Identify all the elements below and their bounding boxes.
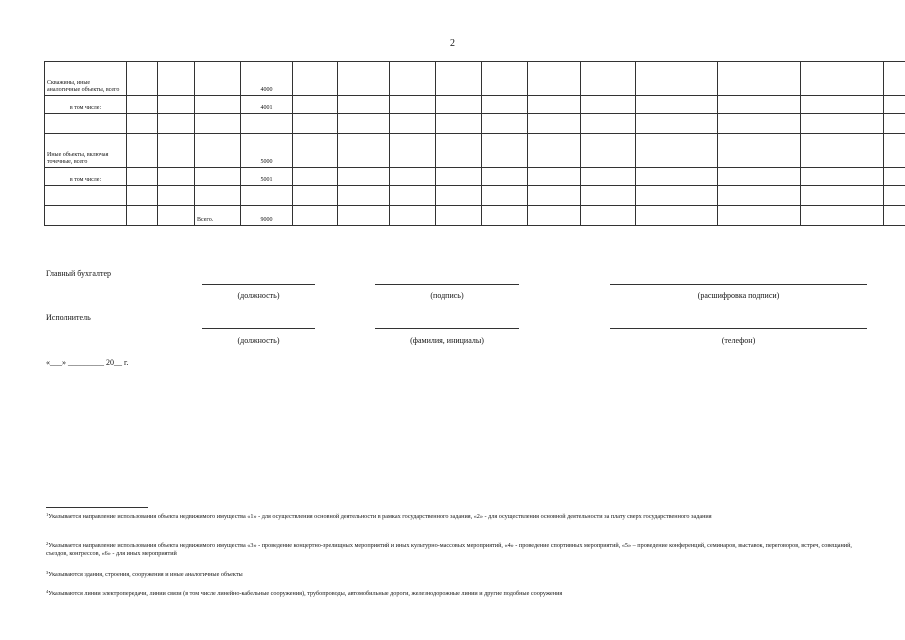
table-cell[interactable] — [293, 168, 338, 186]
table-cell[interactable] — [436, 62, 482, 96]
table-cell[interactable] — [636, 168, 718, 186]
footnote-number: 4 — [46, 589, 49, 594]
table-cell[interactable] — [581, 206, 636, 226]
table-cell[interactable] — [158, 186, 195, 206]
row-code-cell[interactable]: 5001 — [241, 168, 293, 186]
table-cell[interactable] — [884, 62, 905, 96]
table-cell[interactable] — [436, 186, 482, 206]
footnote-text: Указываются линии электропередачи, линии связи (в том числе линейно-кабельные сооружения), трубопроводы, автомобильные дороги, железнодорожные линии и другие подобные сооружения — [48, 590, 563, 597]
footnote-number: 1 — [46, 512, 49, 517]
table-cell[interactable] — [581, 168, 636, 186]
table-cell[interactable] — [293, 206, 338, 226]
table-cell[interactable] — [293, 114, 338, 134]
table-cell[interactable] — [801, 114, 884, 134]
table-cell[interactable] — [338, 186, 390, 206]
table-row — [45, 134, 905, 168]
table-cell[interactable] — [390, 96, 436, 114]
footnote-text: Указывается направление использования объекта недвижимого имущества «3» - проведение концертно-зрелищных мероприятий и иных культурно-массовых мероприятий, «4» - проведение спортивных мероприятий, «5» – проведение конференций, семинаров, выставок, переговоров, встреч, совещаний, съездов, конгрессов, «6» - для иных мероприятий — [46, 542, 852, 557]
table-cell[interactable] — [158, 206, 195, 226]
table-cell[interactable] — [482, 96, 528, 114]
caption-executor-position: (должность) — [237, 336, 280, 345]
table-cell[interactable] — [884, 206, 905, 226]
table-row — [45, 114, 905, 134]
table-cell[interactable] — [390, 134, 436, 168]
table-cell[interactable] — [195, 186, 241, 206]
table-cell[interactable] — [293, 96, 338, 114]
row-code-cell[interactable] — [241, 114, 293, 134]
caption-position: (должность) — [237, 291, 280, 300]
row-label-cell[interactable] — [45, 186, 127, 206]
table-cell[interactable] — [718, 168, 801, 186]
table-cell[interactable] — [884, 114, 905, 134]
table-cell[interactable] — [528, 134, 581, 168]
table-cell[interactable] — [195, 134, 241, 168]
table-cell[interactable] — [195, 96, 241, 114]
table-cell[interactable] — [636, 206, 718, 226]
table-cell[interactable] — [158, 96, 195, 114]
table-cell[interactable] — [436, 206, 482, 226]
signature-line[interactable] — [375, 284, 519, 285]
table-cell[interactable] — [528, 168, 581, 186]
row-code-cell[interactable]: 4000 — [241, 62, 293, 96]
table-cell[interactable] — [436, 134, 482, 168]
table-cell[interactable] — [482, 168, 528, 186]
caption-signature: (подпись) — [430, 291, 464, 300]
table-cell[interactable] — [436, 168, 482, 186]
table-cell[interactable] — [801, 186, 884, 206]
table-cell[interactable] — [801, 62, 884, 96]
table-cell[interactable] — [884, 186, 905, 206]
table-cell[interactable] — [718, 96, 801, 114]
table-cell[interactable] — [158, 62, 195, 96]
footnote-separator — [46, 507, 148, 508]
executor-phone-line[interactable] — [610, 328, 867, 329]
table-cell[interactable] — [390, 114, 436, 134]
date-line: «___» _________ 20__ г. — [46, 358, 129, 367]
table-cell[interactable] — [390, 62, 436, 96]
row-label-cell[interactable]: в том числе: — [45, 96, 127, 114]
signature-decoding-line[interactable] — [610, 284, 867, 285]
table-cell[interactable] — [338, 168, 390, 186]
row-code-cell[interactable]: 9000 — [241, 206, 293, 226]
table-cell[interactable] — [293, 134, 338, 168]
table-cell[interactable] — [127, 114, 158, 134]
table-cell[interactable] — [718, 134, 801, 168]
footnote-3 — [46, 569, 871, 579]
table-cell[interactable] — [390, 186, 436, 206]
total-label-cell[interactable]: Всего. — [195, 206, 241, 226]
row-label-cell[interactable]: Скважины, иные аналогичные объекты, всего — [45, 62, 127, 96]
table-cell[interactable] — [801, 96, 884, 114]
executor-name-line[interactable] — [375, 328, 519, 329]
row-label-cell[interactable] — [45, 114, 127, 134]
table-cell[interactable] — [195, 114, 241, 134]
table-cell[interactable] — [801, 206, 884, 226]
table-cell[interactable] — [127, 62, 158, 96]
footnote-text: Указываются здания, строения, сооружения и иные аналогичные объекты — [48, 571, 243, 578]
table-cell[interactable] — [293, 186, 338, 206]
table-cell[interactable] — [127, 96, 158, 114]
table-cell[interactable] — [801, 134, 884, 168]
executor-position-line[interactable] — [202, 328, 315, 329]
table-cell[interactable] — [482, 186, 528, 206]
table-cell[interactable] — [482, 134, 528, 168]
table-cell[interactable] — [127, 206, 158, 226]
table-cell[interactable] — [158, 114, 195, 134]
table-cell[interactable] — [718, 206, 801, 226]
row-code-cell[interactable]: 5000 — [241, 134, 293, 168]
table-cell[interactable] — [636, 96, 718, 114]
table-cell[interactable] — [482, 114, 528, 134]
row-code-cell[interactable]: 4001 — [241, 96, 293, 114]
table-cell[interactable] — [718, 114, 801, 134]
row-label-cell[interactable]: в том числе: — [45, 168, 127, 186]
footnote-number: 2 — [46, 541, 49, 546]
table-cell[interactable] — [636, 114, 718, 134]
table-cell[interactable] — [390, 206, 436, 226]
table-cell[interactable] — [482, 62, 528, 96]
table-cell[interactable] — [158, 168, 195, 186]
executor-label: Исполнитель — [46, 313, 91, 322]
table-cell[interactable] — [636, 186, 718, 206]
footnote-number: 3 — [46, 570, 49, 575]
row-code-cell[interactable] — [241, 186, 293, 206]
table-cell[interactable] — [338, 114, 390, 134]
table-cell[interactable] — [390, 168, 436, 186]
table-body — [45, 62, 905, 226]
table-row — [45, 62, 905, 96]
table-cell[interactable] — [338, 206, 390, 226]
row-label-cell[interactable] — [45, 206, 127, 226]
table-cell[interactable] — [884, 96, 905, 114]
table-row — [45, 186, 905, 206]
table-cell[interactable] — [195, 168, 241, 186]
table-cell[interactable] — [127, 168, 158, 186]
table-cell[interactable] — [801, 168, 884, 186]
caption-executor-phone: (телефон) — [721, 336, 756, 345]
page-number: 2 — [450, 38, 455, 49]
table-cell[interactable] — [338, 62, 390, 96]
table-cell[interactable] — [718, 186, 801, 206]
table-cell[interactable] — [158, 134, 195, 168]
table-cell[interactable] — [127, 134, 158, 168]
table-cell[interactable] — [436, 114, 482, 134]
table-cell[interactable] — [636, 62, 718, 96]
table-cell[interactable] — [436, 96, 482, 114]
table-cell[interactable] — [195, 62, 241, 96]
property-table — [44, 61, 905, 226]
table-cell[interactable] — [581, 114, 636, 134]
position-line[interactable] — [202, 284, 315, 285]
footnote-2 — [46, 540, 871, 558]
footnote-1 — [46, 511, 871, 521]
table-cell[interactable] — [528, 186, 581, 206]
caption-signature-decoding: (расшифровка подписи) — [697, 291, 780, 300]
table-cell[interactable] — [581, 186, 636, 206]
table-row — [45, 206, 905, 226]
table-cell[interactable] — [293, 62, 338, 96]
table-cell[interactable] — [127, 186, 158, 206]
table-cell[interactable] — [581, 96, 636, 114]
table-cell[interactable] — [718, 62, 801, 96]
caption-executor-name: (фамилия, инициалы) — [410, 336, 484, 345]
table-cell[interactable] — [581, 62, 636, 96]
table-cell[interactable] — [528, 206, 581, 226]
table-cell[interactable] — [884, 134, 905, 168]
table-row — [45, 168, 905, 186]
footnote-4 — [46, 588, 871, 598]
chief-accountant-label: Главный бухгалтер — [46, 269, 111, 278]
table-cell[interactable] — [636, 134, 718, 168]
table-cell[interactable] — [482, 206, 528, 226]
footnote-text: Указывается направление использования объекта недвижимого имущества «1» - для осуществления основной деятельности в рамках государственного задания, «2» - для осуществления основной деятельности за плату сверх государственного задания — [48, 513, 712, 520]
table-cell[interactable] — [338, 134, 390, 168]
table-cell[interactable] — [581, 134, 636, 168]
table-cell[interactable] — [338, 96, 390, 114]
table-cell[interactable] — [528, 62, 581, 96]
table-cell[interactable] — [884, 168, 905, 186]
table-cell[interactable] — [528, 96, 581, 114]
table-row — [45, 96, 905, 114]
row-label-cell[interactable]: Иные объекты, включая точечные, всего — [45, 134, 127, 168]
table-cell[interactable] — [528, 114, 581, 134]
